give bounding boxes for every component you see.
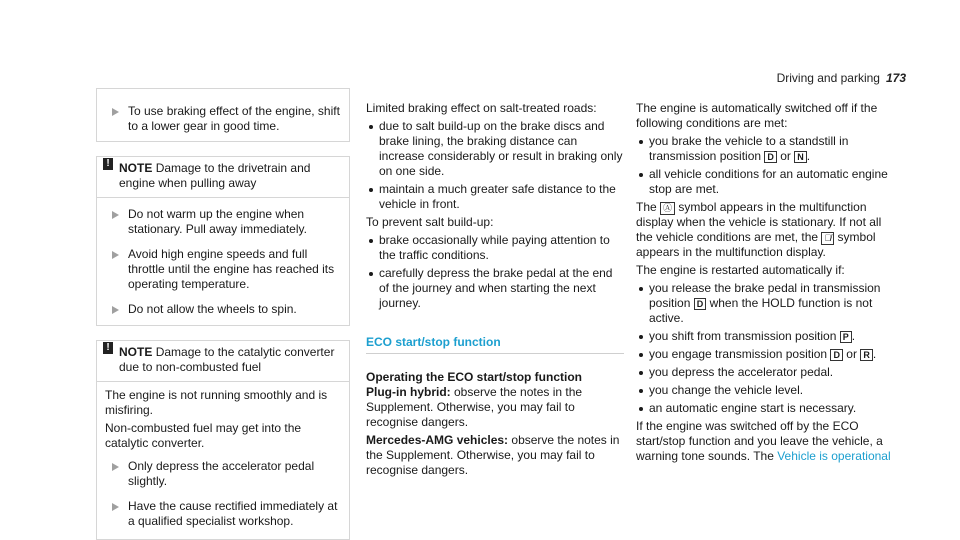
subheading: Operating the ECO start/stop function [366, 370, 583, 384]
note-item: Only depress the accelerator pedal slightly. [97, 459, 341, 489]
list-item: you release the brake pedal in transmission position D when the HOLD function is not active. [636, 281, 898, 326]
note-item: Have the cause rectified immediately at a qualified specialist workshop. [97, 499, 341, 529]
arrow-icon [112, 306, 119, 314]
running-header [777, 71, 906, 86]
paragraph: The engine is automatically switched off if the following conditions are met: [636, 101, 878, 130]
tip-box [96, 88, 350, 142]
note-header: ! NOTE Damage to the catalytic converter due to non-combusted fuel [97, 341, 349, 382]
note-item: Do not warm up the engine when stationary. Pull away immediately. [97, 207, 341, 237]
gear-d-icon: D [764, 151, 777, 163]
note-drivetrain [96, 156, 350, 326]
column-middle [366, 101, 624, 478]
eco-start-stop-icon: Ⓐ [660, 202, 675, 215]
arrow-icon [112, 251, 119, 259]
gear-d-icon: D [830, 349, 843, 361]
list-item: you engage transmission position D or R . [636, 347, 898, 362]
list-item: all vehicle conditions for an automatic engine stop are met. [636, 167, 898, 197]
list-item: due to salt build-up on the brake discs and brake lining, the braking distance can increase considerably or result in braking only on one side. [366, 119, 624, 179]
arrow-icon [112, 108, 119, 116]
gear-r-icon: R [860, 349, 873, 361]
tip-item: To use braking effect of the engine, shift to a lower gear in good time. [97, 104, 341, 134]
page-number: 173 [885, 71, 906, 85]
column-right [636, 101, 898, 464]
note-item: Avoid high engine speeds and full throttle until the engine has reached its operating temperature. [97, 247, 341, 292]
paragraph: Limited braking effect on salt-treated roads: [366, 101, 597, 115]
warning-icon: ! [103, 342, 113, 354]
paragraph: To prevent salt build-up: [366, 215, 494, 229]
note-paragraph: Non-combusted fuel may get into the catalytic converter. [105, 421, 302, 450]
list-item: you brake the vehicle to a standstill in transmission position D or N . [636, 134, 898, 164]
list-item: you change the vehicle level. [636, 383, 898, 398]
gear-p-icon: P [840, 331, 852, 343]
list-item: you shift from transmission position P . [636, 329, 898, 344]
eco-start-stop-unavailable-icon: Ⓐ̸ [821, 232, 834, 245]
column-left [96, 88, 350, 540]
paragraph: The engine is restarted automatically if: [636, 263, 845, 277]
paragraph: If the engine was switched off by the ECO start/stop function and you leave the vehicle, a warning tone sounds. The Vehicle is operational [636, 419, 891, 463]
warning-icon: ! [103, 158, 113, 170]
paragraph: Mercedes-AMG vehicles: observe the notes in the Supplement. Otherwise, you may fail to recognise dangers. [366, 433, 620, 477]
note-item: Do not allow the wheels to spin. [97, 302, 341, 317]
gear-n-icon: N [794, 151, 807, 163]
list-item: brake occasionally while paying attention to the traffic conditions. [366, 233, 624, 263]
section-heading: ECO start/stop function [366, 335, 624, 354]
arrow-icon [112, 503, 119, 511]
list-item: maintain a much greater safe distance to the vehicle in front. [366, 182, 624, 212]
paragraph: Plug-in hybrid: observe the notes in the Supplement. Otherwise, you may fail to recognise dangers. [366, 385, 583, 429]
section-title: Driving and parking [776, 71, 880, 85]
arrow-icon [112, 211, 119, 219]
note-catalytic [96, 340, 350, 540]
paragraph: The Ⓐ symbol appears in the multifunction display when the vehicle is stationary. If not all the vehicle conditions are met, the Ⓐ̸ symbol appears in the multifunction display. [636, 200, 882, 259]
list-item: you depress the accelerator pedal. [636, 365, 898, 380]
vehicle-operational-link[interactable]: Vehicle is operational [777, 449, 891, 463]
arrow-icon [112, 463, 119, 471]
note-header: ! NOTE Damage to the drivetrain and engine when pulling away [97, 157, 349, 198]
list-item: carefully depress the brake pedal at the end of the journey and when starting the next journey. [366, 266, 624, 311]
list-item: an automatic engine start is necessary. [636, 401, 898, 416]
gear-d-icon: D [694, 298, 707, 310]
note-paragraph: The engine is not running smoothly and is misfiring. [105, 388, 328, 417]
